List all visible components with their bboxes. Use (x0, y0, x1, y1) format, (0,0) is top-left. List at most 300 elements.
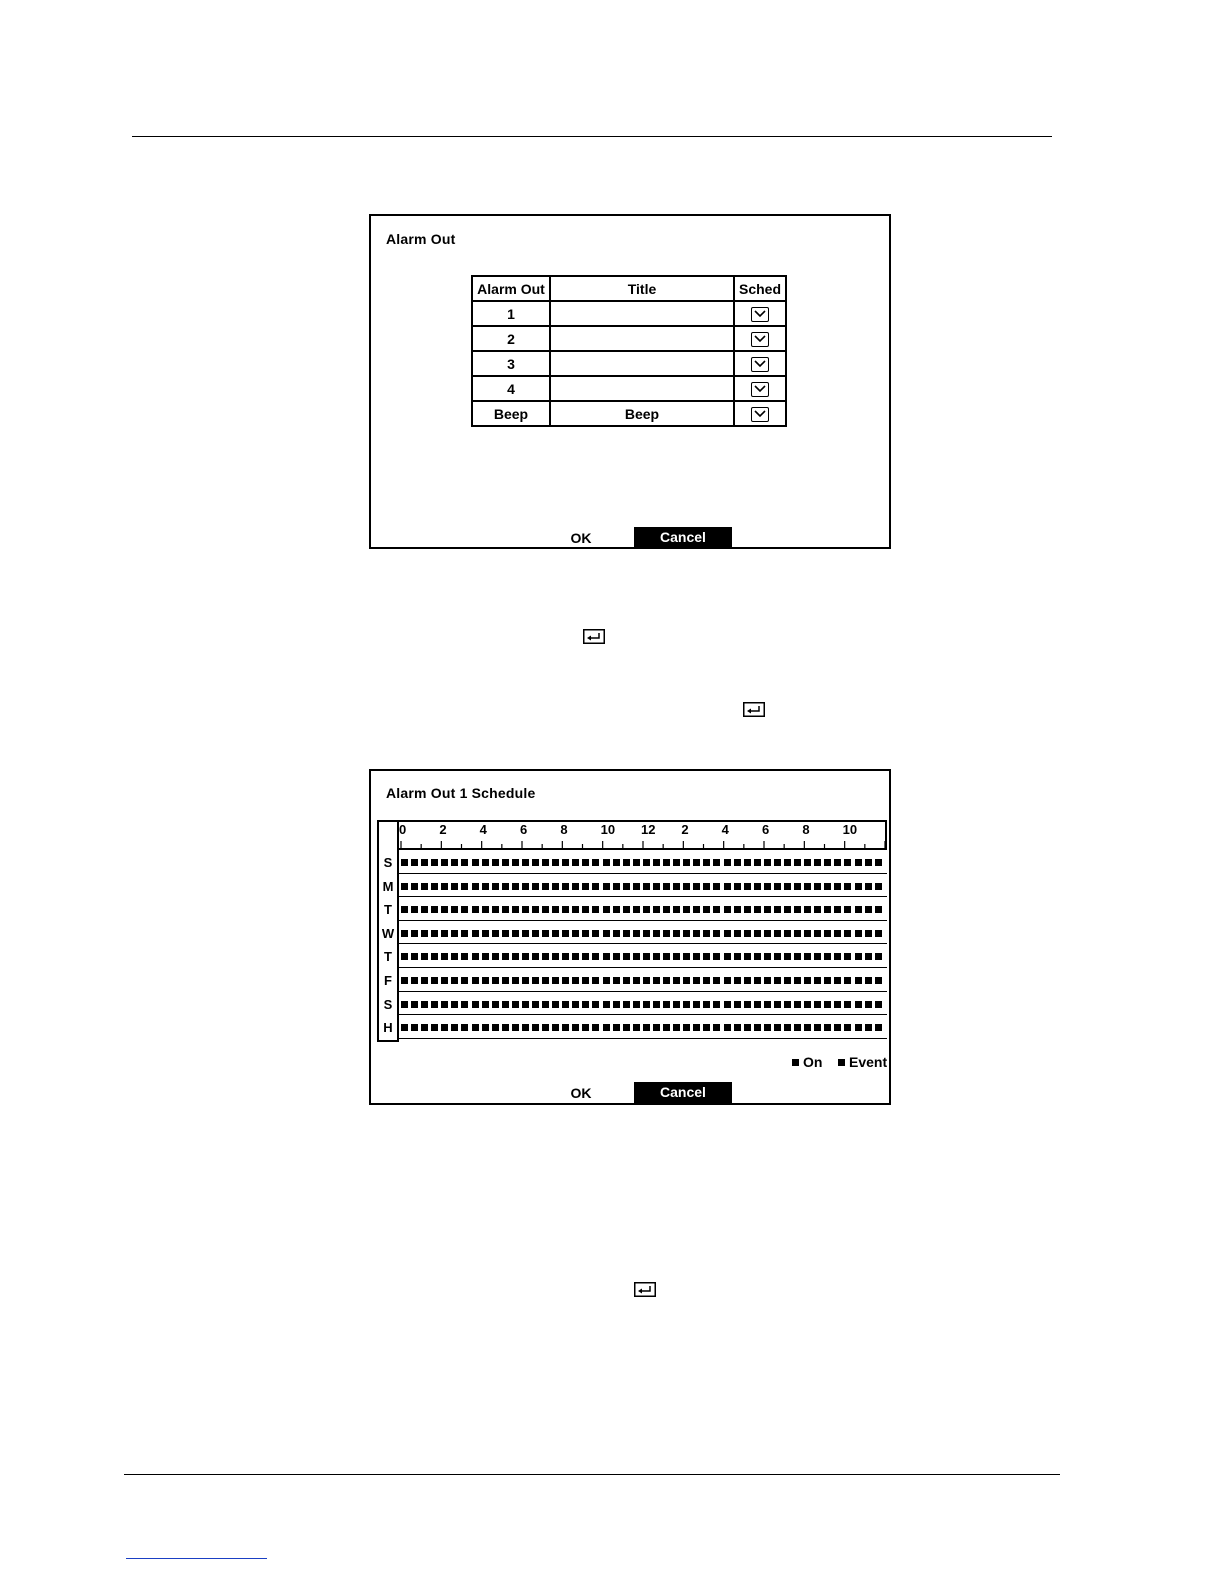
schedule-slot[interactable] (683, 930, 690, 937)
schedule-slot[interactable] (572, 859, 579, 866)
schedule-slot[interactable] (552, 883, 559, 890)
schedule-slot[interactable] (451, 859, 458, 866)
schedule-slot[interactable] (552, 953, 559, 960)
schedule-slot[interactable] (653, 930, 660, 937)
schedule-slot[interactable] (764, 930, 771, 937)
schedule-slot[interactable] (522, 883, 529, 890)
schedule-slot[interactable] (562, 930, 569, 937)
schedule-slot[interactable] (794, 1024, 801, 1031)
schedule-slot[interactable] (492, 883, 499, 890)
schedule-slot[interactable] (592, 1001, 599, 1008)
schedule-slot[interactable] (784, 1001, 791, 1008)
schedule-slot[interactable] (582, 930, 589, 937)
schedule-slot[interactable] (542, 1001, 549, 1008)
schedule-slot[interactable] (421, 953, 428, 960)
schedule-slot[interactable] (663, 953, 670, 960)
schedule-slot[interactable] (542, 953, 549, 960)
schedule-slot[interactable] (411, 977, 418, 984)
schedule-slot[interactable] (683, 1001, 690, 1008)
schedule-slot[interactable] (814, 883, 821, 890)
schedule-slot[interactable] (552, 859, 559, 866)
schedule-slot[interactable] (623, 883, 630, 890)
schedule-slot[interactable] (532, 906, 539, 913)
schedule-slot[interactable] (683, 977, 690, 984)
schedule-slot[interactable] (522, 977, 529, 984)
schedule-slot[interactable] (804, 977, 811, 984)
schedule-slot[interactable] (552, 1001, 559, 1008)
schedule-slot[interactable] (875, 859, 882, 866)
schedule-slot[interactable] (814, 859, 821, 866)
schedule-slot[interactable] (774, 1001, 781, 1008)
schedule-slot[interactable] (764, 1024, 771, 1031)
schedule-slot[interactable] (572, 883, 579, 890)
schedule-slot[interactable] (603, 1001, 610, 1008)
schedule-slot[interactable] (865, 953, 872, 960)
schedule-slot[interactable] (613, 930, 620, 937)
schedule-slot[interactable] (623, 930, 630, 937)
schedule-slot[interactable] (582, 859, 589, 866)
schedule-slot[interactable] (703, 977, 710, 984)
schedule-slot[interactable] (824, 906, 831, 913)
schedule-slot[interactable] (673, 906, 680, 913)
sched-button[interactable] (734, 326, 786, 351)
schedule-slot[interactable] (764, 859, 771, 866)
schedule-slot[interactable] (421, 930, 428, 937)
schedule-slot[interactable] (804, 1001, 811, 1008)
schedule-slot[interactable] (653, 953, 660, 960)
schedule-slot[interactable] (774, 906, 781, 913)
schedule-slot[interactable] (472, 1024, 479, 1031)
schedule-slot[interactable] (703, 859, 710, 866)
schedule-slot[interactable] (502, 977, 509, 984)
schedule-slot[interactable] (724, 883, 731, 890)
schedule-slot[interactable] (562, 883, 569, 890)
schedule-slot[interactable] (734, 906, 741, 913)
schedule-slot[interactable] (814, 930, 821, 937)
schedule-slot[interactable] (431, 930, 438, 937)
schedule-slot[interactable] (502, 953, 509, 960)
schedule-slot[interactable] (844, 930, 851, 937)
schedule-slot[interactable] (703, 1001, 710, 1008)
schedule-slot[interactable] (592, 883, 599, 890)
schedule-slot[interactable] (451, 1024, 458, 1031)
alarm-title-field[interactable] (550, 301, 734, 326)
schedule-slot[interactable] (734, 883, 741, 890)
schedule-slot[interactable] (401, 953, 408, 960)
schedule-slot[interactable] (451, 883, 458, 890)
schedule-slot[interactable] (794, 930, 801, 937)
schedule-slot[interactable] (693, 1001, 700, 1008)
schedule-slot[interactable] (572, 930, 579, 937)
schedule-slot[interactable] (472, 883, 479, 890)
schedule-slot[interactable] (693, 953, 700, 960)
schedule-slot[interactable] (482, 883, 489, 890)
schedule-slot[interactable] (461, 1024, 468, 1031)
schedule-slot[interactable] (703, 1024, 710, 1031)
schedule-slot[interactable] (814, 953, 821, 960)
schedule-slot[interactable] (562, 977, 569, 984)
schedule-slot[interactable] (542, 1024, 549, 1031)
schedule-slot[interactable] (472, 859, 479, 866)
schedule-slot[interactable] (532, 930, 539, 937)
schedule-slot[interactable] (461, 859, 468, 866)
schedule-slot[interactable] (834, 930, 841, 937)
schedule-slot[interactable] (603, 930, 610, 937)
schedule-slot[interactable] (673, 930, 680, 937)
sched-button[interactable] (734, 301, 786, 326)
schedule-slot[interactable] (522, 930, 529, 937)
ok-button[interactable]: OK (570, 1085, 592, 1101)
schedule-slot[interactable] (683, 1024, 690, 1031)
schedule-slot[interactable] (532, 1024, 539, 1031)
schedule-slot[interactable] (411, 883, 418, 890)
schedule-slot[interactable] (512, 1024, 519, 1031)
schedule-slot[interactable] (411, 930, 418, 937)
schedule-slot[interactable] (482, 953, 489, 960)
schedule-slot[interactable] (754, 953, 761, 960)
schedule-slot[interactable] (653, 1001, 660, 1008)
schedule-slot[interactable] (804, 1024, 811, 1031)
schedule-slot[interactable] (703, 883, 710, 890)
schedule-slot[interactable] (643, 977, 650, 984)
schedule-slot[interactable] (461, 883, 468, 890)
schedule-slot[interactable] (572, 1001, 579, 1008)
schedule-slot[interactable] (764, 977, 771, 984)
schedule-slot[interactable] (663, 1001, 670, 1008)
schedule-slot[interactable] (764, 906, 771, 913)
schedule-slot[interactable] (814, 977, 821, 984)
schedule-slot[interactable] (613, 906, 620, 913)
schedule-slot[interactable] (774, 883, 781, 890)
schedule-slot[interactable] (502, 859, 509, 866)
schedule-slot[interactable] (703, 930, 710, 937)
schedule-slot[interactable] (582, 1024, 589, 1031)
schedule-slot[interactable] (421, 883, 428, 890)
schedule-slot[interactable] (724, 1001, 731, 1008)
schedule-slot[interactable] (764, 1001, 771, 1008)
schedule-slot[interactable] (713, 1001, 720, 1008)
schedule-slot[interactable] (844, 953, 851, 960)
schedule-slot[interactable] (713, 1024, 720, 1031)
schedule-slot[interactable] (713, 977, 720, 984)
schedule-slot[interactable] (431, 1001, 438, 1008)
schedule-slot[interactable] (824, 977, 831, 984)
schedule-slot[interactable] (663, 883, 670, 890)
schedule-slot[interactable] (502, 1001, 509, 1008)
schedule-slot[interactable] (754, 930, 761, 937)
schedule-slot[interactable] (441, 883, 448, 890)
schedule-slot[interactable] (643, 1024, 650, 1031)
schedule-slot[interactable] (824, 1024, 831, 1031)
schedule-slot[interactable] (401, 906, 408, 913)
schedule-slot[interactable] (834, 1001, 841, 1008)
schedule-slot[interactable] (855, 883, 862, 890)
schedule-slot[interactable] (834, 977, 841, 984)
schedule-slot[interactable] (512, 930, 519, 937)
schedule-slot[interactable] (431, 906, 438, 913)
schedule-slot[interactable] (744, 953, 751, 960)
schedule-slot[interactable] (542, 883, 549, 890)
schedule-slot[interactable] (502, 930, 509, 937)
schedule-slot[interactable] (633, 1024, 640, 1031)
schedule-slot[interactable] (482, 906, 489, 913)
schedule-slot[interactable] (441, 906, 448, 913)
schedule-slot[interactable] (542, 977, 549, 984)
schedule-slot[interactable] (683, 906, 690, 913)
schedule-slot[interactable] (784, 953, 791, 960)
schedule-slot[interactable] (724, 977, 731, 984)
schedule-slot[interactable] (744, 977, 751, 984)
schedule-slot[interactable] (623, 953, 630, 960)
schedule-slot[interactable] (734, 859, 741, 866)
schedule-slot[interactable] (572, 953, 579, 960)
schedule-slot[interactable] (572, 906, 579, 913)
schedule-slot[interactable] (582, 953, 589, 960)
schedule-slot[interactable] (542, 859, 549, 866)
schedule-slot[interactable] (431, 883, 438, 890)
schedule-slot[interactable] (492, 1024, 499, 1031)
schedule-slot[interactable] (603, 1024, 610, 1031)
schedule-slot[interactable] (603, 953, 610, 960)
schedule-slot[interactable] (532, 977, 539, 984)
schedule-slot[interactable] (552, 977, 559, 984)
schedule-slot[interactable] (492, 859, 499, 866)
schedule-slot[interactable] (592, 859, 599, 866)
schedule-slot[interactable] (865, 930, 872, 937)
schedule-slot[interactable] (643, 859, 650, 866)
schedule-slot[interactable] (613, 953, 620, 960)
schedule-slot[interactable] (774, 953, 781, 960)
day-slots[interactable] (401, 859, 885, 866)
schedule-slot[interactable] (461, 1001, 468, 1008)
schedule-slot[interactable] (734, 1001, 741, 1008)
schedule-slot[interactable] (451, 930, 458, 937)
schedule-slot[interactable] (502, 883, 509, 890)
schedule-slot[interactable] (855, 977, 862, 984)
schedule-slot[interactable] (512, 953, 519, 960)
schedule-slot[interactable] (724, 906, 731, 913)
schedule-slot[interactable] (804, 906, 811, 913)
schedule-slot[interactable] (482, 859, 489, 866)
schedule-slot[interactable] (441, 1001, 448, 1008)
schedule-slot[interactable] (431, 859, 438, 866)
schedule-slot[interactable] (824, 859, 831, 866)
schedule-slot[interactable] (713, 906, 720, 913)
schedule-slot[interactable] (794, 906, 801, 913)
schedule-slot[interactable] (814, 906, 821, 913)
schedule-slot[interactable] (532, 859, 539, 866)
schedule-slot[interactable] (844, 859, 851, 866)
cancel-button[interactable]: Cancel (634, 1082, 732, 1103)
schedule-slot[interactable] (844, 977, 851, 984)
schedule-slot[interactable] (643, 883, 650, 890)
schedule-slot[interactable] (482, 977, 489, 984)
schedule-slot[interactable] (703, 906, 710, 913)
schedule-slot[interactable] (744, 906, 751, 913)
schedule-slot[interactable] (653, 906, 660, 913)
schedule-slot[interactable] (482, 930, 489, 937)
schedule-slot[interactable] (401, 977, 408, 984)
day-slots[interactable] (401, 930, 885, 937)
schedule-slot[interactable] (824, 883, 831, 890)
schedule-slot[interactable] (552, 930, 559, 937)
schedule-slot[interactable] (784, 859, 791, 866)
schedule-slot[interactable] (865, 1001, 872, 1008)
schedule-slot[interactable] (693, 906, 700, 913)
schedule-slot[interactable] (804, 883, 811, 890)
schedule-slot[interactable] (784, 1024, 791, 1031)
sched-button[interactable] (734, 401, 786, 426)
schedule-slot[interactable] (764, 883, 771, 890)
schedule-slot[interactable] (451, 906, 458, 913)
schedule-slot[interactable] (784, 977, 791, 984)
schedule-slot[interactable] (623, 906, 630, 913)
day-slots[interactable] (401, 1001, 885, 1008)
schedule-slot[interactable] (472, 906, 479, 913)
schedule-slot[interactable] (693, 883, 700, 890)
schedule-slot[interactable] (713, 883, 720, 890)
day-slots[interactable] (401, 906, 885, 913)
schedule-slot[interactable] (754, 859, 761, 866)
schedule-slot[interactable] (663, 906, 670, 913)
schedule-slot[interactable] (673, 883, 680, 890)
schedule-slot[interactable] (522, 1001, 529, 1008)
schedule-slot[interactable] (502, 1024, 509, 1031)
schedule-slot[interactable] (774, 859, 781, 866)
schedule-slot[interactable] (875, 1024, 882, 1031)
schedule-slot[interactable] (713, 953, 720, 960)
schedule-slot[interactable] (744, 883, 751, 890)
schedule-slot[interactable] (713, 859, 720, 866)
schedule-slot[interactable] (633, 953, 640, 960)
schedule-slot[interactable] (633, 906, 640, 913)
schedule-slot[interactable] (441, 977, 448, 984)
schedule-slot[interactable] (421, 906, 428, 913)
schedule-slot[interactable] (411, 1024, 418, 1031)
schedule-slot[interactable] (421, 1001, 428, 1008)
schedule-slot[interactable] (562, 859, 569, 866)
schedule-slot[interactable] (532, 1001, 539, 1008)
schedule-slot[interactable] (653, 859, 660, 866)
schedule-slot[interactable] (865, 906, 872, 913)
schedule-slot[interactable] (643, 906, 650, 913)
schedule-slot[interactable] (603, 906, 610, 913)
schedule-slot[interactable] (784, 883, 791, 890)
schedule-slot[interactable] (582, 1001, 589, 1008)
schedule-slot[interactable] (663, 977, 670, 984)
schedule-slot[interactable] (633, 883, 640, 890)
schedule-slot[interactable] (693, 859, 700, 866)
schedule-slot[interactable] (512, 977, 519, 984)
schedule-slot[interactable] (754, 1001, 761, 1008)
schedule-slot[interactable] (875, 930, 882, 937)
schedule-slot[interactable] (411, 1001, 418, 1008)
schedule-slot[interactable] (683, 859, 690, 866)
schedule-slot[interactable] (794, 1001, 801, 1008)
schedule-slot[interactable] (794, 859, 801, 866)
schedule-slot[interactable] (492, 1001, 499, 1008)
schedule-slot[interactable] (713, 930, 720, 937)
schedule-slot[interactable] (542, 906, 549, 913)
schedule-slot[interactable] (693, 977, 700, 984)
schedule-slot[interactable] (532, 953, 539, 960)
schedule-slot[interactable] (431, 953, 438, 960)
schedule-slot[interactable] (734, 1024, 741, 1031)
schedule-slot[interactable] (512, 906, 519, 913)
sched-button[interactable] (734, 351, 786, 376)
schedule-slot[interactable] (421, 859, 428, 866)
schedule-slot[interactable] (804, 953, 811, 960)
schedule-slot[interactable] (875, 906, 882, 913)
schedule-slot[interactable] (744, 930, 751, 937)
schedule-slot[interactable] (613, 883, 620, 890)
schedule-slot[interactable] (683, 883, 690, 890)
schedule-slot[interactable] (673, 977, 680, 984)
schedule-slot[interactable] (754, 1024, 761, 1031)
schedule-slot[interactable] (461, 977, 468, 984)
schedule-slot[interactable] (431, 977, 438, 984)
schedule-slot[interactable] (724, 953, 731, 960)
schedule-slot[interactable] (643, 953, 650, 960)
schedule-slot[interactable] (673, 1001, 680, 1008)
schedule-slot[interactable] (774, 977, 781, 984)
schedule-slot[interactable] (582, 977, 589, 984)
schedule-slot[interactable] (562, 1024, 569, 1031)
schedule-slot[interactable] (693, 930, 700, 937)
day-slots[interactable] (401, 883, 885, 890)
schedule-slot[interactable] (834, 906, 841, 913)
schedule-slot[interactable] (411, 953, 418, 960)
schedule-slot[interactable] (492, 953, 499, 960)
schedule-slot[interactable] (613, 859, 620, 866)
schedule-slot[interactable] (844, 906, 851, 913)
schedule-slot[interactable] (844, 1001, 851, 1008)
schedule-slot[interactable] (844, 1024, 851, 1031)
schedule-slot[interactable] (663, 930, 670, 937)
schedule-slot[interactable] (663, 1024, 670, 1031)
schedule-slot[interactable] (865, 859, 872, 866)
schedule-slot[interactable] (472, 1001, 479, 1008)
schedule-slot[interactable] (421, 977, 428, 984)
schedule-slot[interactable] (421, 1024, 428, 1031)
schedule-slot[interactable] (401, 1001, 408, 1008)
schedule-slot[interactable] (774, 1024, 781, 1031)
schedule-slot[interactable] (673, 859, 680, 866)
schedule-slot[interactable] (582, 883, 589, 890)
schedule-slot[interactable] (552, 1024, 559, 1031)
schedule-slot[interactable] (754, 977, 761, 984)
schedule-slot[interactable] (522, 953, 529, 960)
alarm-title-field[interactable] (550, 376, 734, 401)
schedule-slot[interactable] (401, 883, 408, 890)
schedule-slot[interactable] (461, 953, 468, 960)
schedule-slot[interactable] (724, 859, 731, 866)
schedule-slot[interactable] (411, 859, 418, 866)
schedule-slot[interactable] (492, 977, 499, 984)
schedule-slot[interactable] (572, 1024, 579, 1031)
schedule-slot[interactable] (824, 953, 831, 960)
schedule-slot[interactable] (653, 883, 660, 890)
schedule-slot[interactable] (411, 906, 418, 913)
schedule-slot[interactable] (844, 883, 851, 890)
schedule-slot[interactable] (744, 1001, 751, 1008)
schedule-slot[interactable] (734, 977, 741, 984)
schedule-slot[interactable] (703, 953, 710, 960)
schedule-slot[interactable] (653, 1024, 660, 1031)
schedule-slot[interactable] (865, 883, 872, 890)
schedule-slot[interactable] (633, 977, 640, 984)
schedule-slot[interactable] (875, 883, 882, 890)
